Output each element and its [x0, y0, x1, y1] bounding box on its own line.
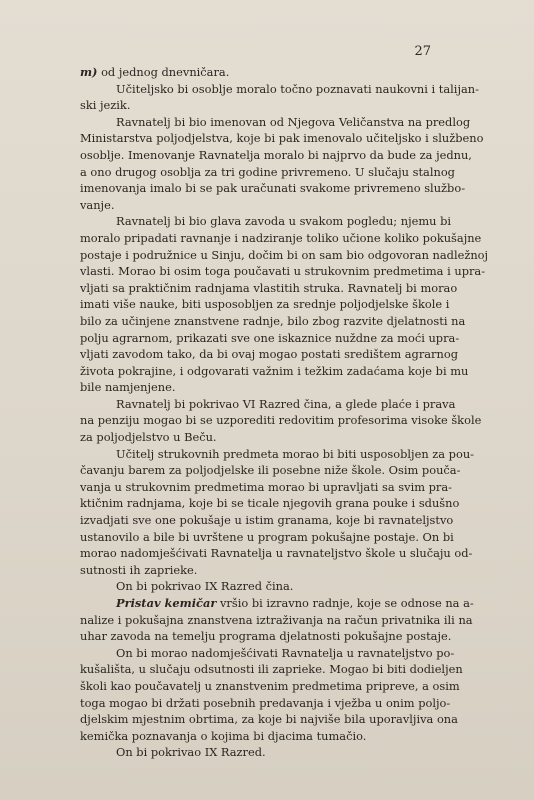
text-line: Ministarstva poljodjelstva, koje bi pak imenovalo učiteljsko i službeno: [80, 131, 484, 146]
text-line: na penziju mogao bi se uzporediti redovitim profesorima visoke škole: [80, 413, 482, 428]
text-line: ski jezik.: [80, 98, 131, 113]
text-line: imati više nauke, biti usposobljen za srednje poljodjelske škole i: [80, 297, 450, 312]
text-line: nalize i pokušajna znanstvena iztraživanja na račun privatnika ili na: [80, 612, 473, 627]
text-line: On bi morao nadomješćivati Ravnatelja u ravnateljstvo po-: [116, 645, 455, 660]
text-line: vljati zavodom tako, da bi ovaj mogao postati središtem agrarnog: [80, 347, 458, 362]
text-line: toga mogao bi držati posebnih predavanja i vježba u onim poljo-: [80, 695, 451, 710]
text-line: Ravnatelj bi bio imenovan od Njegova Veličanstva na predlog: [116, 114, 471, 129]
text-line: uhar zavoda na temelju programa djelatnosti pokušajne postaje.: [80, 629, 452, 644]
text-line: On bi pokrivao IX Razred.: [116, 745, 266, 760]
text-line: Učitelj strukovnih predmeta morao bi biti usposobljen za pou-: [116, 446, 475, 461]
text-line: izvadjati sve one pokušaje u istim granama, koje bi ravnateljstvo: [80, 513, 454, 528]
text-line: vanje.: [80, 197, 115, 212]
text-line: ktičnim radnjama, koje bi se ticale njegovih grana pouke i sdušno: [80, 496, 460, 511]
text-line: školi kao poučavatelj u znanstvenim predmetima pripreve, a osim: [80, 678, 460, 693]
text-line: ustanovilo a bile bi uvrštene u program pokušajne postaje. On bi: [80, 529, 454, 544]
text-line: polju agrarnom, prikazati sve one iskaznice nuždne za moći upra-: [80, 330, 460, 345]
text-line: imenovanja imalo bi se pak uračunati svakome privremeno službo-: [80, 181, 466, 196]
text-line: Ravnatelj bi bio glava zavoda u svakom pogledu; njemu bi: [116, 214, 452, 229]
text-line: djelskim mjestnim obrtima, za koje bi najviše bila uporavljiva ona: [80, 712, 458, 727]
text-line: vanja u strukovnim predmetima morao bi upravljati sa svim pra-: [80, 479, 453, 494]
text-line: života pokrajine, i odgovarati važnim i težkim zadaćama koje bi mu: [80, 363, 469, 378]
text-line: kemička poznavanja o kojima bi djacima tumačio.: [80, 728, 367, 743]
text-line: moralo pripadati ravnanje i nadziranje toliko učione koliko pokušajne: [80, 230, 482, 245]
text-line: kušališta, u slučaju odsutnosti ili zaprieke. Mogao bi biti dodieljen: [80, 662, 463, 677]
text-line: Učiteljsko bi osoblje moralo točno poznavati naukovni i talijan-: [116, 81, 479, 96]
text-line: vljati sa praktičnim radnjama vlastitih struka. Ravnatelj bi morao: [80, 280, 458, 295]
text-line: a ono drugog osoblja za tri godine privremeno. U slučaju stalnog: [80, 164, 455, 179]
text-line: vlasti. Morao bi osim toga poučavati u strukovnim predmetima i upra-: [80, 264, 486, 279]
text-line: On bi pokrivao IX Razred čina.: [116, 579, 294, 594]
text-line: postaje i podružnice u Sinju, dočim bi on sam bio odgovoran nadležnoj: [80, 247, 489, 262]
text-line: m) od jednog dnevničara.: [80, 65, 230, 79]
text-line: bile namjenjene.: [80, 380, 176, 395]
text-line: bilo za učinjene znanstvene radnje, bilo zbog razvite djelatnosti na: [80, 313, 466, 328]
text-line: čavanju barem za poljodjelske ili posebne niže škole. Osim pouča-: [80, 463, 461, 478]
text-line: Ravnatelj bi pokrivao VI Razred čina, a glede plaće i prava: [116, 396, 456, 411]
text-line: osoblje. Imenovanje Ravnatelja moralo bi najprvo da bude za jednu,: [80, 147, 472, 162]
text-line: morao nadomješćivati Ravnatelja u ravnateljstvo škole u slučaju od-: [80, 546, 473, 561]
text-line: Pristav kemičar vršio bi izravno radnje, koje se odnose na a-: [116, 596, 474, 610]
text-line: sutnosti ih zaprieke.: [80, 562, 198, 577]
body-text: [80, 64, 489, 761]
page-number: 27: [414, 44, 431, 59]
text-line: za poljodjelstvo u Beču.: [80, 430, 217, 445]
